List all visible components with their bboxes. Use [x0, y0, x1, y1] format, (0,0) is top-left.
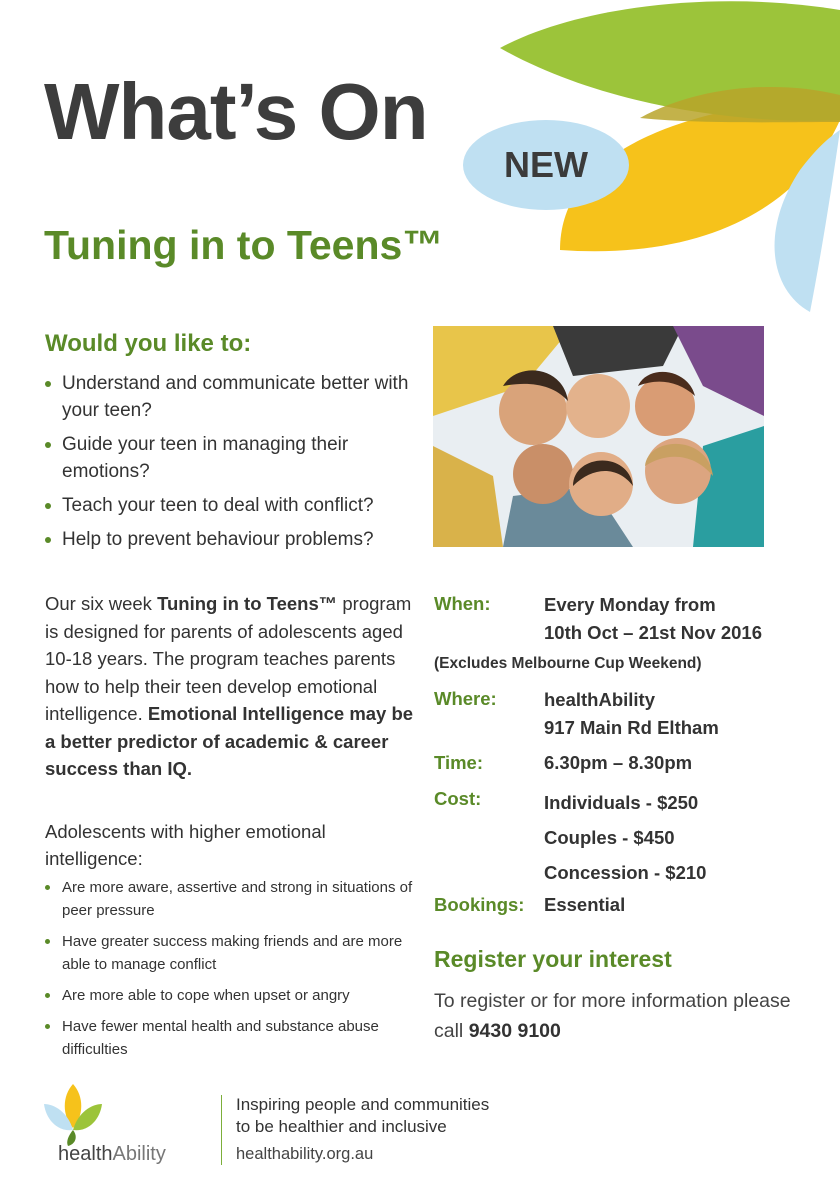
list-item: Guide your teen in managing their emotions? [45, 431, 420, 485]
website-link[interactable]: healthability.org.au [236, 1145, 374, 1163]
list-item: Teach your teen to deal with conflict? [45, 492, 420, 519]
questions-list [45, 370, 420, 560]
list-item: Understand and communicate better with your teen? [45, 370, 420, 424]
logo-wordmark: healthAbility [58, 1143, 166, 1165]
where-value: healthAbility 917 Main Rd Eltham [544, 689, 719, 738]
list-item: Help to prevent behaviour problems? [45, 526, 420, 553]
teens-photo [433, 326, 764, 547]
phone-number: 9430 9100 [468, 1020, 561, 1042]
time-label: Time: [434, 752, 484, 773]
cost-value [544, 785, 706, 890]
questions-heading: Would you like to: [45, 330, 252, 357]
bookings-value: Essential [544, 894, 626, 915]
healthability-logo-icon [40, 1078, 110, 1146]
program-title: Tuning in to Teens™ [44, 222, 444, 268]
time-value: 6.30pm – 8.30pm [544, 752, 693, 773]
tagline: Inspiring people and communities to be healthier and inclusive [236, 1095, 490, 1136]
where-label: Where: [434, 688, 497, 709]
cost-item: Couples - $450 [544, 827, 675, 848]
page-title: What’s On [44, 67, 428, 156]
when-note: (Excludes Melbourne Cup Weekend) [434, 655, 702, 672]
bookings-label: Bookings: [434, 894, 525, 915]
new-badge: NEW [463, 120, 629, 210]
list-item: Have greater success making friends and are more able to manage conflict [45, 930, 415, 976]
register-text: To register or for more information please call 9430 9100 [434, 990, 791, 1042]
cost-item: Concession - $210 [544, 862, 707, 883]
footer-divider [221, 1095, 222, 1165]
list-item: Are more aware, assertive and strong in situations of peer pressure [45, 876, 415, 922]
when-value: Every Monday from 10th Oct – 21st Nov 2016 [544, 594, 762, 643]
decorative-petals [0, 0, 840, 330]
cost-label: Cost: [434, 788, 482, 809]
cost-item: Individuals - $250 [544, 792, 699, 813]
program-description: Our six week Tuning in to Teens™ program is designed for parents of adolescents aged 10-18 years. The program teaches parents how to help their teen develop emotional intelligence. Emotional Intelligence may be a better predictor of academic & career success than IQ. [45, 593, 414, 779]
when-label: When: [434, 593, 491, 614]
list-item: Have fewer mental health and substance abuse difficulties [45, 1015, 415, 1061]
register-heading: Register your interest [434, 946, 672, 972]
list-item: Are more able to cope when upset or angry [45, 984, 415, 1007]
benefits-list [45, 876, 415, 1069]
benefits-intro: Adolescents with higher emotional intelligence: [45, 821, 326, 869]
